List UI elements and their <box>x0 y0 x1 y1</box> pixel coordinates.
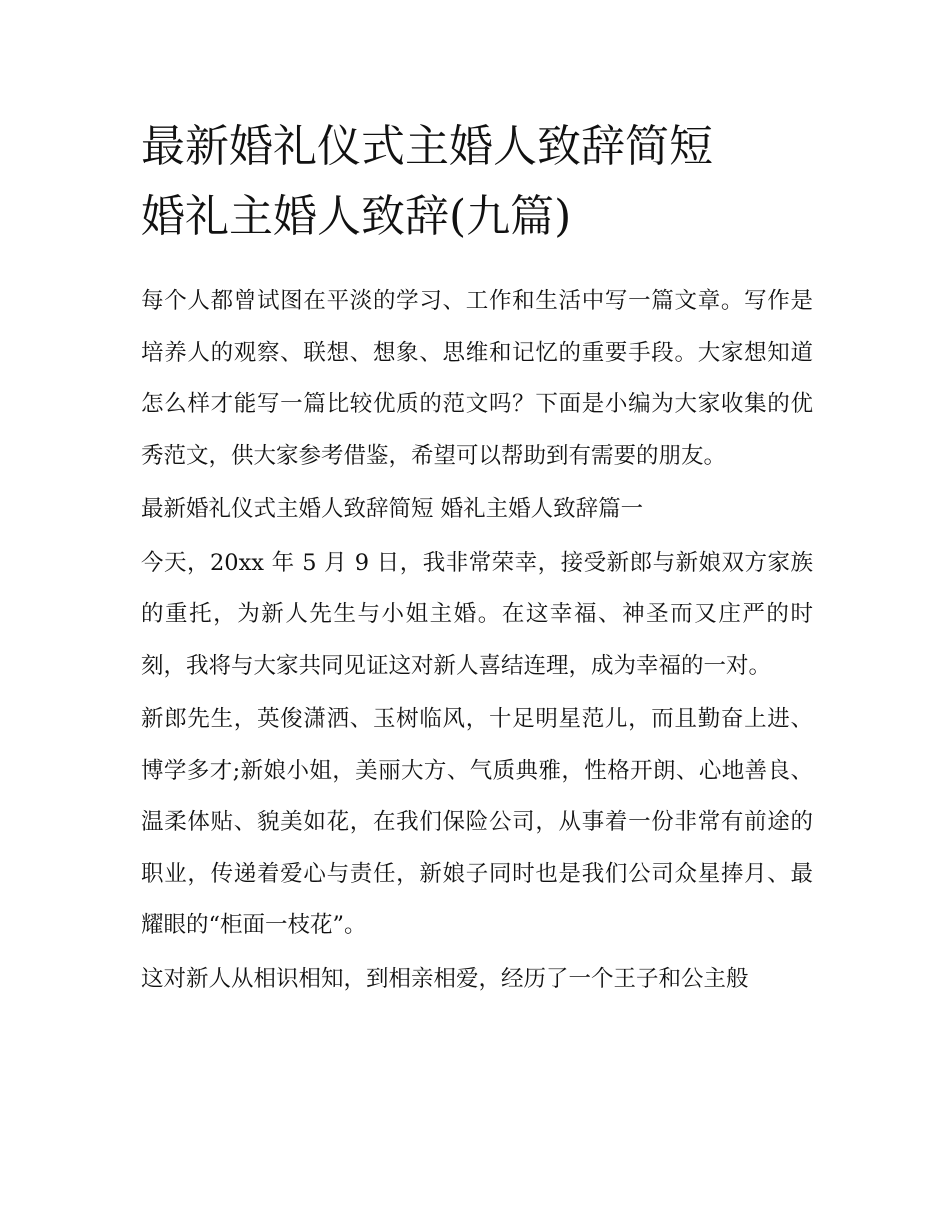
section-heading: 最新婚礼仪式主婚人致辞简短 婚礼主婚人致辞篇一 <box>141 496 644 522</box>
intro-paragraph: 每个人都曾试图在平淡的学习、工作和生活中写一篇文章。写作是培养人的观察、联想、想象、思维和记忆的重要手段。大家想知道怎么样才能写一篇比较优质的范文吗？下面是小编为大家收集的优秀范文，供大家参考借鉴，希望可以帮助到有需要的朋友。 <box>141 288 813 469</box>
body-paragraph-3: 这对新人从相识相知，到相亲相爱，经历了一个王子和公主般 <box>141 965 749 992</box>
body-paragraph-1: 今天，20xx 年 5 月 9 日，我非常荣幸，接受新郎与新娘双方家族的重托，为新人先生与小姐主婚。在这幸福、神圣而又庄严的时刻，我将与大家共同见证这对新人喜结连理，成为幸福的一对。 <box>141 549 813 679</box>
body-paragraph-2: 新郎先生，英俊潇洒、玉树临风，十足明星范儿，而且勤奋上进、博学多才;新娘小姐，美丽大方、气质典雅，性格开朗、心地善良、温柔体贴、貌美如花，在我们保险公司，从事着一份非常有前途的职业，传递着爱心与责任，新娘子同时也是我们公司众星捧月、最耀眼的“柜面一枝花”。 <box>141 706 813 938</box>
title-line-1: 最新婚礼仪式主婚人致辞简短 <box>141 121 713 172</box>
title-line-2: 婚礼主婚人致辞(九篇) <box>141 191 572 242</box>
document-title <box>141 112 813 252</box>
document-page <box>141 112 813 1005</box>
